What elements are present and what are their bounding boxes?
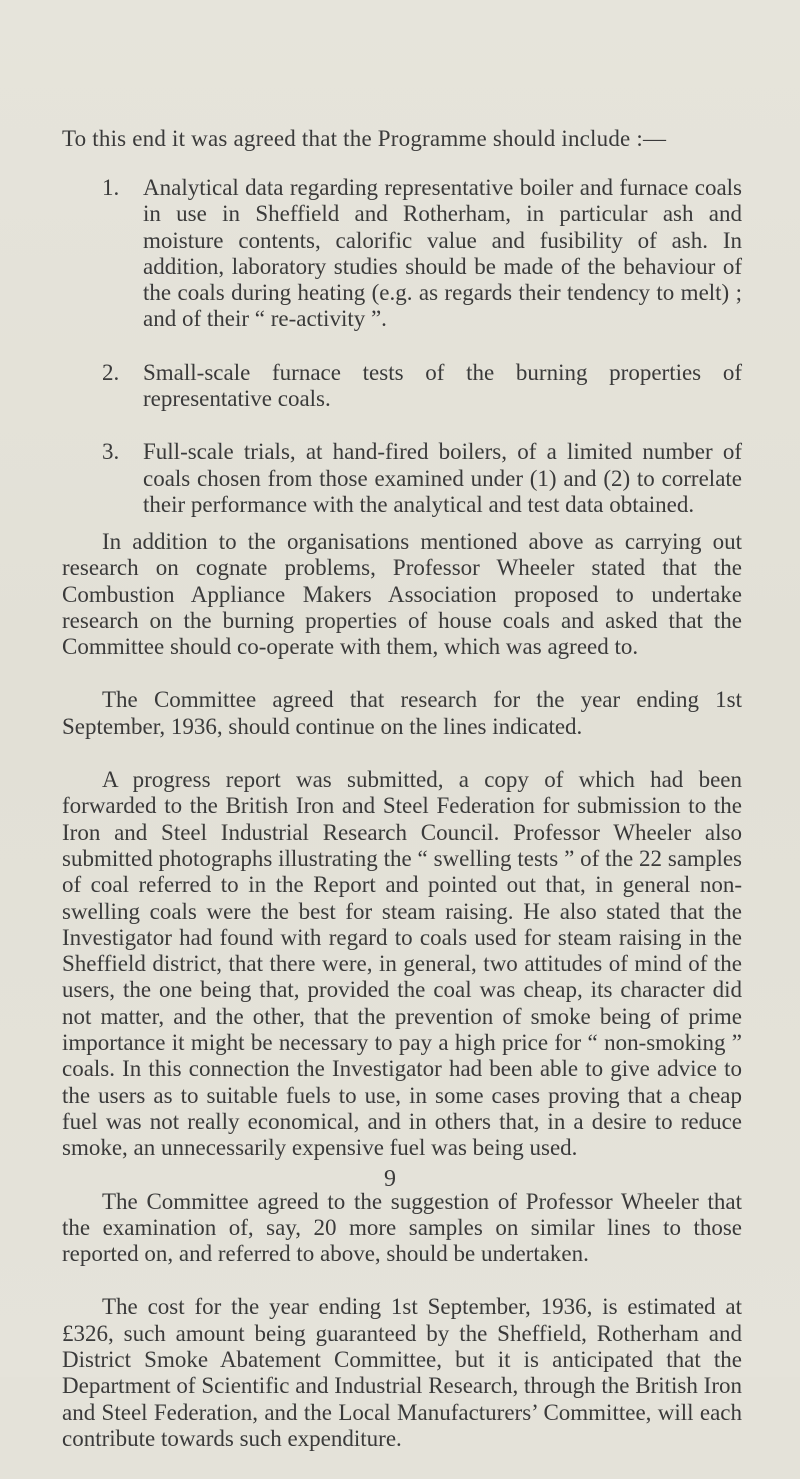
body-text	[62, 529, 742, 1479]
page-number: 9	[384, 1166, 396, 1192]
item-text: Full-scale trials, at hand-fired boilers, of a limited number of coals chosen from those examined under (1) and (2) to correlate their performance with the analytical and test data obtained.	[143, 439, 742, 517]
item-number: 2.	[102, 359, 120, 385]
item-text: Small-scale furnace tests of the burning properties of representative coals.	[143, 359, 742, 412]
intro-line: To this end it was agreed that the Programme should include :—	[62, 126, 667, 151]
paragraph-more-samples: The Committee agreed to the suggestion of Professor Wheeler that the examination of, say, 20 more samples on similar lines to those reported on, and referred to above, should be undertaken.	[62, 1188, 742, 1267]
paragraph-research-continuation: The Committee agreed that research for the year ending 1st September, 1936, should continue on the lines indicated.	[62, 687, 742, 739]
programme-item-2	[102, 360, 742, 413]
item-number: 3.	[102, 439, 120, 465]
programme-item-3	[102, 439, 742, 518]
paragraph-cost: The cost for the year ending 1st September, 1936, is estimated at £326, such amount being guaranteed by the Sheffield, Rotherham and District Smoke Abatement Committee, but it is anticipated that the Department of Scientific and Industrial Research, through the British Iron and Steel Federation, and the Local Manufacturers’ Committee, will each contribute towards such expenditure.	[62, 1294, 742, 1451]
programme-item-1	[102, 175, 742, 333]
paragraph-cognate-research: In addition to the organisations mentioned above as carrying out research on cognate problems, Professor Wheeler stated that the Combustion Appliance Makers Association proposed to undertake research on the burning properties of house coals and asked that the Committee should co-operate with them, which was agreed to.	[62, 529, 742, 660]
programme-list	[102, 175, 742, 545]
item-number: 1.	[102, 175, 120, 200]
paragraph-progress-report: A progress report was submitted, a copy of which had been forwarded to the British Iron and Steel Federation for submission to the Iron and Steel Industrial Research Council. Professor Wheeler also submitted photographs illustrating the “ swelling tests ” of the 22 samples of coal referred to in the Report and pointed out that, in general non-swelling coals were the best for steam raising. He also stated that the Investigator had found with regard to coals used for steam raising in the Sheffield district, that there were, in general, two attitudes of mind of the users, the one being that, provided the coal was cheap, its character did not matter, and the other, that the prevention of smoke being of prime importance it might be necessary to pay a high price for “ non-smoking ” coals. In this connection the Investigator had been able to give advice to the users as to suitable fuels to use, in some cases proving that a cheap fuel was not really economical, and in others that, in a desire to reduce smoke, an unnecessarily expensive fuel was being used.	[62, 767, 742, 1161]
item-text: Analytical data regarding representative boiler and furnace coals in use in Sheffield and Rotherham, in particular ash and moisture contents, calorific value and fusibility of ash. In addition, laboratory studies should be made of the behaviour of the coals during heating (e.g. as regards their tendency to melt) ; and of their “ re-activity ”.	[143, 175, 742, 332]
